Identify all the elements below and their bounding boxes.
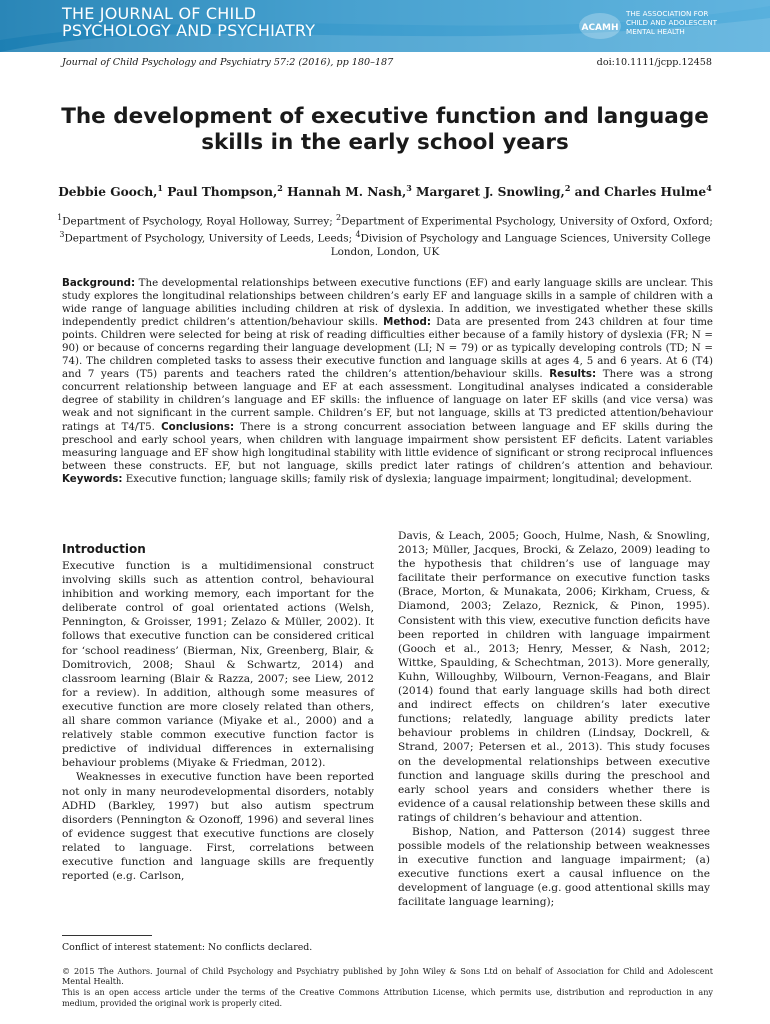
- conflict-of-interest-note: Conflict of interest statement: No conflicts declared.: [62, 942, 313, 953]
- body-paragraph: Bishop, Nation, and Patterson (2014) suggest three possible models of the relationship between weaknesses in executive function and language impairment; (a) executive functions exert a causal influence on the development of language (e.g. good attentional skills may facilitate language learning);: [398, 825, 710, 909]
- abstract-results-label: Results:: [549, 368, 597, 381]
- journal-logo-line1: THE JOURNAL OF CHILD: [62, 4, 257, 23]
- acamh-logo-label: ACAMH: [581, 23, 619, 33]
- abstract-background-label: Background:: [62, 277, 136, 289]
- author-name: Hannah M. Nash,: [282, 185, 407, 200]
- open-access-line: This is an open access article under the terms of the Creative Commons Attribution License, which permits use, distribution and reproduction in any medium, provided the original work is properly cited.: [62, 987, 713, 1008]
- affiliations: [55, 211, 715, 259]
- body-paragraph: Executive function is a multidimensional construct involving skills such as attention control, behavioural inhibition and working memory, each important for the deliberate control of goal orientated actions (Welsh, Pennington, & Groisser, 1991; Zelazo & Müller, 2002). It follows that executive function can be considered critical for ‘school readiness’ (Bierman, Nix, Greenberg, Blair, & Domitrovich, 2008; Shaul & Schwartz, 2014) and classroom learning (Blair & Razza, 2007; see Liew, 2012 for a review). In addition, although some measures of executive function are more closely related than others, all share common variance (Miyake et al., 2000) and a relatively stable common executive function factor is predictive of individual differences in externalising behaviour problems (Miyake & Friedman, 2012).: [62, 560, 374, 770]
- journal-citation: Journal of Child Psychology and Psychiatry 57:2 (2016), pp 180–187: [62, 57, 394, 68]
- body-paragraph: Davis, & Leach, 2005; Gooch, Hulme, Nash, & Snowling, 2013; Müller, Jacques, Brocki, & Zelazo, 2009) leading to the hypothesis that children’s use of language may facilitate their performance on executive function tasks (Brace, Morton, & Munakata, 2006; Kirkham, Cruess, & Diamond, 2003; Zelazo, Reznick, & Pinon, 1995). Consistent with this view, executive function deficits have been reported in children with language impairment (Gooch et al., 2013; Henry, Messer, & Nash, 2012; Wittke, Spaulding, & Schechtman, 2013). More generally, Kuhn, Willoughby, Wilbourn, Vernon-Feagans, and Blair (2014) found that early language skills had both direct and indirect effects on children’s later executive functions; relatedly, language ability predicts later behaviour problems in children (Lindsay, Dockrell, & Strand, 2007; Petersen et al., 2013). This study focuses on the developmental relationships between executive function and language skills during the preschool and early school years and considers whether there is evidence of a causal relationship between these skills and ratings of children’s behaviour and attention.: [398, 530, 710, 824]
- author-affil-marker: 2: [277, 183, 283, 193]
- acamh-logo-icon: [578, 12, 622, 40]
- journal-logo: [62, 6, 315, 40]
- affiliation: Department of Psychology, Royal Holloway, Surrey;: [62, 215, 337, 228]
- copyright-line: © 2015 The Authors. Journal of Child Psychology and Psychiatry published by John Wiley & Sons Ltd on behalf of Association for Child and Adolescent Mental Health.: [62, 966, 713, 987]
- license-notice: [62, 966, 713, 1009]
- affil-marker: 2: [336, 213, 342, 222]
- body-column-right: [398, 529, 710, 910]
- author-affil-marker: 2: [564, 183, 571, 193]
- affiliation: Department of Psychology, University of Leeds, Leeds;: [64, 232, 356, 245]
- article-doi[interactable]: doi:10.1111/jcpp.12458: [596, 57, 712, 68]
- author-affil-marker: 4: [706, 183, 712, 193]
- author-name: and Charles Hulme: [570, 185, 707, 200]
- author-name: Paul Thompson,: [163, 185, 278, 200]
- affiliation: Division of Psychology and Language Sciences, University College London, London, UK: [330, 232, 711, 258]
- journal-banner: [0, 0, 770, 52]
- abstract-keywords-text: Executive function; language skills; family risk of dyslexia; language impairment; longitudinal; development.: [122, 472, 692, 485]
- abstract-background-text: The developmental relationships between executive functions (EF) and early language skills are unclear. This study explores the longitudinal relationships between children’s early EF and language skills in a sample of children with a wide range of language abilities including children at risk of dyslexia. In addition, we investigated whether these skills independently predict children’s attention/behaviour skills.: [62, 277, 713, 329]
- body-column-left: [62, 541, 374, 883]
- abstract: [62, 277, 713, 486]
- affil-marker: 3: [59, 230, 65, 240]
- affil-marker: 4: [355, 230, 361, 240]
- article-title: The development of executive function and language skills in the early school years: [61, 104, 709, 155]
- abstract-method-text: Data are presented from 243 children at four time points. Children were selected for being at risk of reading difficulties either because of a family history of dyslexia (FR; N = 90) or because of concerns regarding their language development (LI; N = 79) or as typically developing controls (TD; N = 74). The children completed tasks to assess their executive function and language skills at ages 4, 5 and 6 years. At 6 (T4) and 7 years (T5) parents and teachers rated the children’s attention/behaviour skills.: [62, 316, 714, 381]
- body-paragraph: Weaknesses in executive function have been reported not only in many neurodevelopmental disorders, notably ADHD (Barkley, 1997) but also autism spectrum disorders (Pennington & Ozonoff, 1996) and several lines of evidence suggest that executive functions are closely related to language. First, correlations between executive function and language skills are frequently reported (e.g. Carlson,: [62, 771, 374, 883]
- section-heading-introduction: Introduction: [62, 542, 146, 556]
- author-list: [40, 180, 730, 201]
- affil-marker: 1: [57, 213, 63, 222]
- author-name: Debbie Gooch,: [58, 185, 158, 200]
- journal-logo-line2: PSYCHOLOGY AND PSYCHIATRY: [62, 20, 316, 40]
- abstract-method-label: Method:: [383, 316, 431, 329]
- affiliation: Department of Experimental Psychology, University of Oxford, Oxford;: [341, 215, 713, 228]
- acamh-name: THE ASSOCIATION FOR CHILD AND ADOLESCENT MENTAL HEALTH: [626, 9, 718, 36]
- abstract-keywords-label: Keywords:: [62, 472, 123, 485]
- abstract-conclusions-label: Conclusions:: [161, 420, 235, 433]
- author-name: Margaret J. Snowling,: [411, 185, 565, 200]
- abstract-conclusions-text: There is a strong concurrent association between language and EF skills during the preschool and early school years, when children with language impairment show persistent EF deficits. Latent variables measuring language and EF show high longitudinal stability with little evidence of significant or strong reciprocal influences between these constructs. EF, but not language, skills predict later ratings of children’s attention and behaviour.: [62, 420, 714, 472]
- author-affil-marker: 3: [406, 183, 412, 193]
- abstract-results-text: There was a strong concurrent relationship between language and EF at each assessment. Longitudinal analyses indicated a considerable degree of stability in children’s language and EF skills: the influence of language on later EF skills (and vice versa) was weak and not significant in the current sample. Children’s EF, but not language, skills at T3 predicted attention/behaviour ratings at T4/T5.: [62, 368, 713, 433]
- footnote-divider: [62, 935, 152, 936]
- author-affil-marker: 1: [157, 183, 163, 193]
